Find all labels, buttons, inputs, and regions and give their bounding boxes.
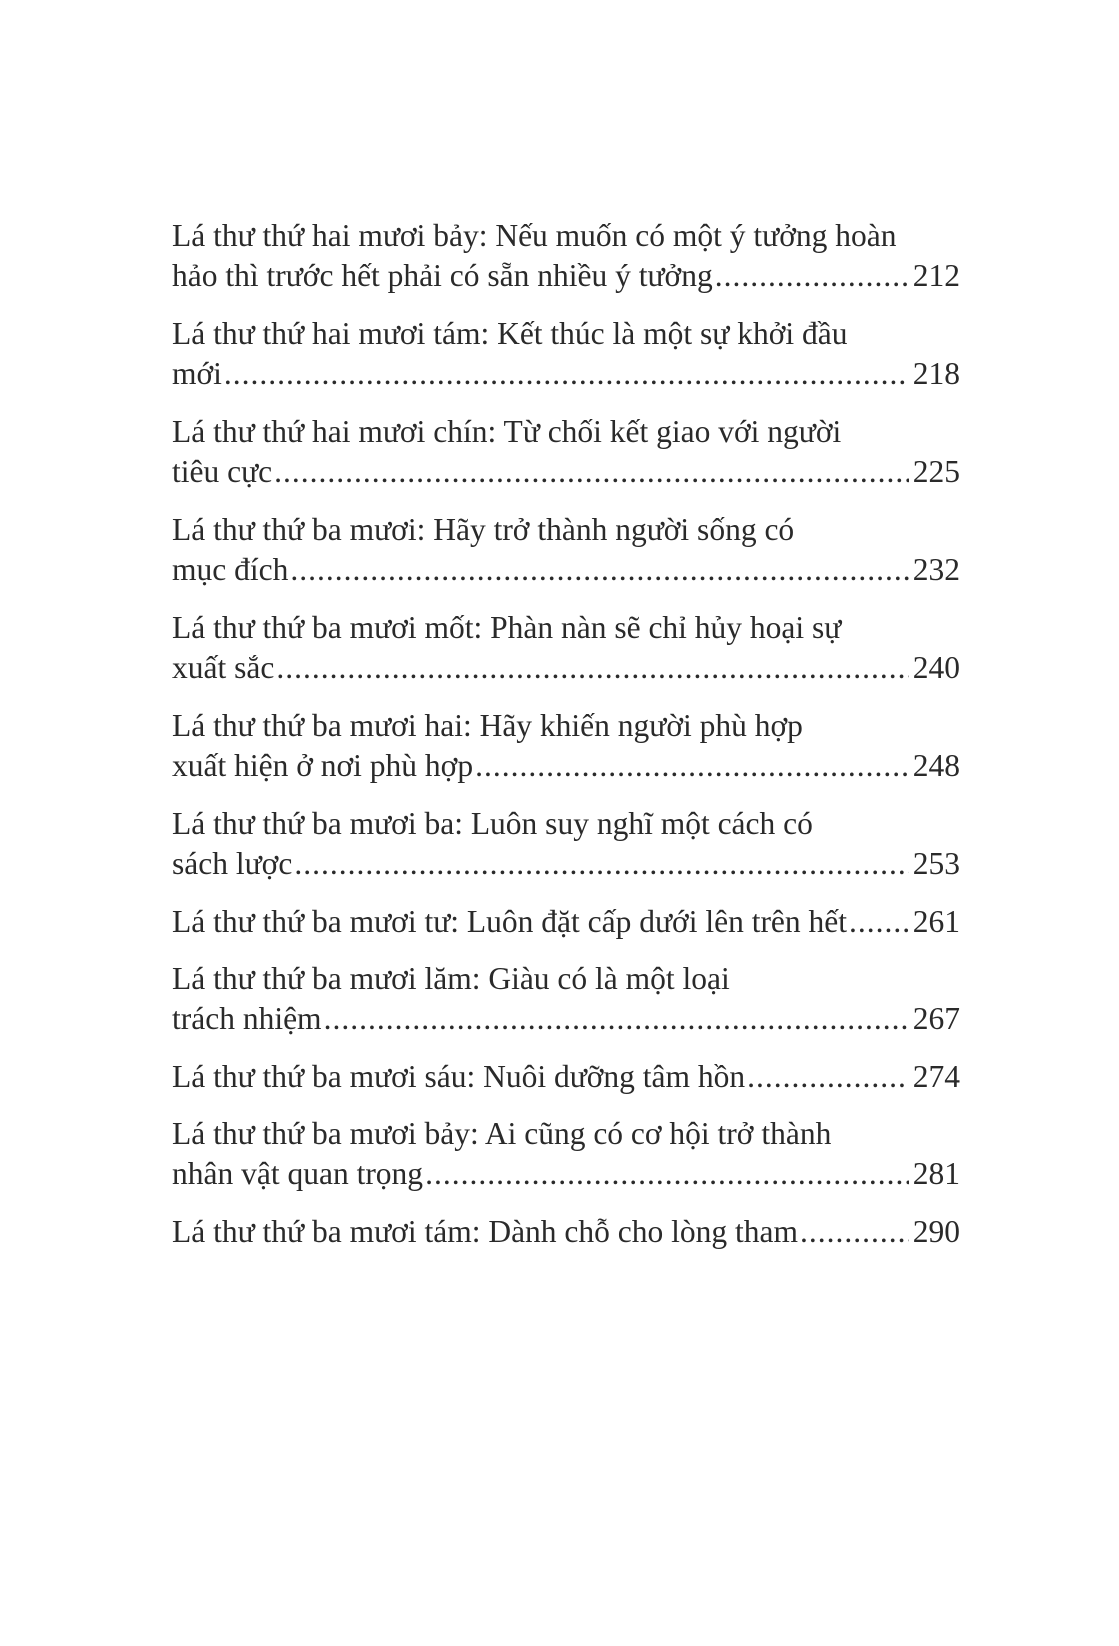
dot-leader [294, 844, 908, 884]
toc-page-number: 274 [912, 1059, 960, 1094]
dot-leader [290, 550, 908, 590]
toc-entry-title-line: nhân vật quan trọng [172, 1156, 424, 1191]
table-of-contents [172, 216, 960, 1269]
dot-leader [747, 1057, 909, 1097]
toc-entry-title-line: sách lược [172, 846, 293, 881]
toc-entry-title-line: Lá thư thứ ba mươi ba: Luôn suy nghĩ một cách có [172, 806, 813, 841]
toc-page-number: 248 [912, 748, 960, 783]
dot-leader [475, 746, 909, 786]
toc-entry [172, 608, 960, 688]
toc-entry [172, 804, 960, 884]
toc-entry-title-line: Lá thư thứ ba mươi hai: Hãy khiến người phù hợp [172, 708, 803, 743]
toc-entry-title-line: xuất sắc [172, 650, 275, 685]
toc-entry-title-line: Lá thư thứ ba mươi sáu: Nuôi dưỡng tâm hồn [172, 1059, 746, 1094]
toc-entry-title-line: hảo thì trước hết phải có sẵn nhiều ý tưởng [172, 258, 713, 293]
toc-entry-title-line: Lá thư thứ ba mươi tư: Luôn đặt cấp dưới lên trên hết [172, 904, 848, 939]
toc-page-number: 240 [912, 650, 960, 685]
toc-entry-title-line: Lá thư thứ ba mươi mốt: Phàn nàn sẽ chỉ hủy hoại sự [172, 610, 842, 645]
toc-page-number: 281 [912, 1156, 960, 1191]
toc-entry-title-line: Lá thư thứ hai mươi chín: Từ chối kết giao với người [172, 414, 842, 449]
toc-entry [172, 510, 960, 590]
dot-leader [849, 902, 909, 942]
dot-leader [800, 1212, 909, 1252]
dot-leader [274, 452, 909, 492]
toc-entry-title-line: Lá thư thứ ba mươi: Hãy trở thành người sống có [172, 512, 795, 547]
toc-entry-title-line: Lá thư thứ hai mươi tám: Kết thúc là một sự khởi đầu [172, 316, 848, 351]
toc-entry-title-line: trách nhiệm [172, 1001, 322, 1036]
toc-page-number: 261 [912, 904, 960, 939]
toc-entry-title-line: Lá thư thứ hai mươi bảy: Nếu muốn có một ý tưởng hoàn [172, 218, 897, 253]
toc-entry-title-line: xuất hiện ở nơi phù hợp [172, 748, 474, 783]
dot-leader [324, 999, 909, 1039]
toc-page-number: 232 [912, 552, 960, 587]
toc-page-number: 290 [912, 1214, 960, 1249]
toc-entry-title-line: Lá thư thứ ba mươi tám: Dành chỗ cho lòng tham [172, 1214, 799, 1249]
toc-entry-title-line: tiêu cực [172, 454, 273, 489]
toc-entry [172, 216, 960, 296]
toc-page-number: 212 [912, 258, 960, 293]
dot-leader [224, 354, 909, 394]
toc-entry-title-line: Lá thư thứ ba mươi lăm: Giàu có là một loại [172, 961, 730, 996]
dot-leader [425, 1154, 909, 1194]
toc-entry [172, 902, 960, 942]
toc-entry-title-line: Lá thư thứ ba mươi bảy: Ai cũng có cơ hội trở thành [172, 1116, 832, 1151]
toc-entry [172, 706, 960, 786]
toc-page-number: 267 [912, 1001, 960, 1036]
dot-leader [276, 648, 908, 688]
dot-leader [715, 256, 909, 296]
toc-entry-title-line: mới [172, 356, 222, 391]
toc-page-number: 218 [912, 356, 960, 391]
toc-entry [172, 959, 960, 1039]
toc-entry [172, 1114, 960, 1194]
toc-entry [172, 1212, 960, 1252]
toc-page-number: 253 [912, 846, 960, 881]
toc-entry [172, 314, 960, 394]
toc-page-number: 225 [912, 454, 960, 489]
toc-entry-title-line: mục đích [172, 552, 289, 587]
toc-entry [172, 1057, 960, 1097]
toc-entry [172, 412, 960, 492]
